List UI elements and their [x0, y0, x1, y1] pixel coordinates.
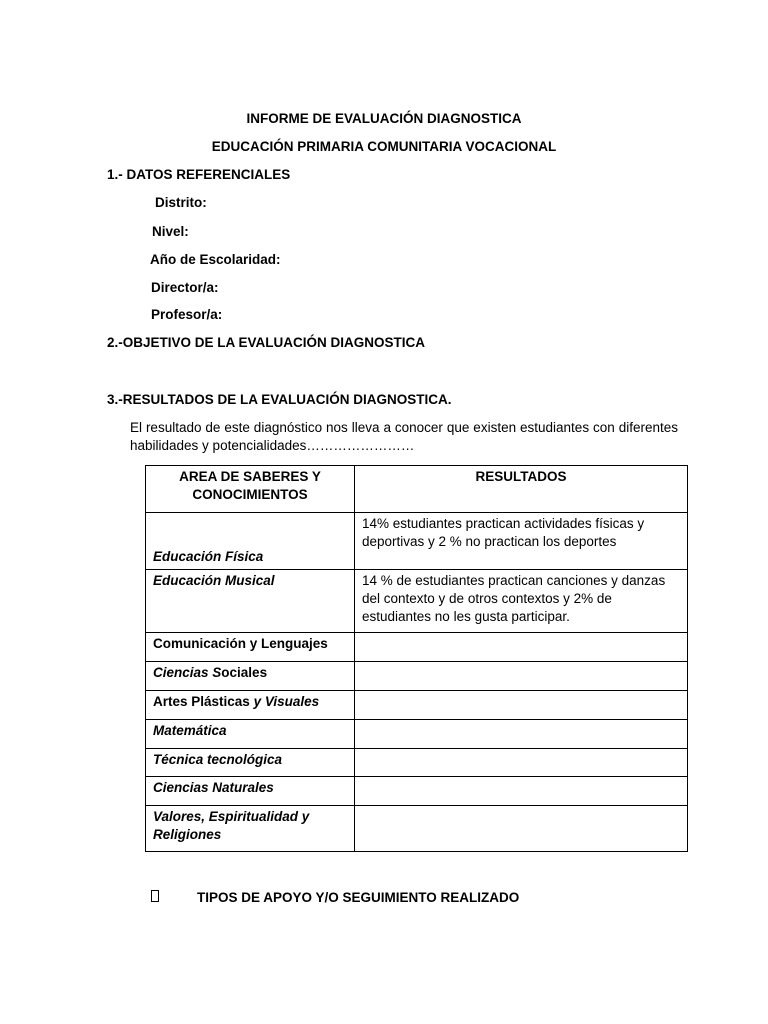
document-subtitle: EDUCACIÓN PRIMARIA COMUNITARIA VOCACIONAL [211, 139, 557, 154]
area-valores-line2: Religiones [153, 827, 222, 842]
area-ciencias-sociales [146, 662, 355, 691]
area-artes-plasticas-b: y Visuales [253, 694, 320, 709]
section-tipos-apoyo: TIPOS DE APOYO Y/O SEGUIMIENTO REALIZADO [197, 890, 520, 905]
table-row [146, 633, 688, 662]
table-row [146, 662, 688, 691]
results-paragraph: El resultado de este diagnóstico nos lleva a conocer que existen estudiantes con diferentes habilidades y potencialidades…………………… [130, 420, 678, 453]
document-title: INFORME DE EVALUACIÓN DIAGNOSTICA [246, 111, 522, 126]
section-resultados: 3.-RESULTADOS DE LA EVALUACIÓN DIAGNOSTICA. [107, 392, 452, 407]
table-header-row [146, 466, 688, 513]
result-matematica [355, 720, 688, 749]
table-row [146, 691, 688, 720]
table-row [146, 570, 688, 633]
result-artes-plasticas [355, 691, 688, 720]
table-row [146, 720, 688, 749]
field-director: Director/a: [151, 280, 219, 295]
header-results: RESULTADOS [355, 466, 688, 513]
missing-glyph-box-icon [151, 890, 159, 905]
result-ciencias-sociales [355, 662, 688, 691]
header-area-line2: CONOCIMIENTOS [192, 487, 308, 502]
table-row [146, 806, 688, 852]
area-matematica: Matemática [146, 720, 355, 749]
section-datos-referenciales: 1.- DATOS REFERENCIALES [107, 167, 291, 182]
area-valores-line1: Valores, Espiritualidad y [153, 809, 310, 824]
area-educacion-fisica: Educación Física [146, 513, 355, 570]
area-ciencias-sociales-a: Ciencias S [153, 665, 222, 680]
field-nivel: Nivel: [152, 224, 189, 239]
header-area-line1: AREA DE SABERES Y [179, 469, 321, 484]
area-artes-plasticas-a: Artes Plásticas [153, 694, 254, 709]
field-profesor: Profesor/a: [151, 307, 223, 322]
table-row [146, 513, 688, 570]
area-comunicacion: Comunicación y Lenguajes [146, 633, 355, 662]
results-table [145, 465, 688, 852]
area-ciencias-naturales: Ciencias Naturales [146, 777, 355, 806]
result-educacion-musical: 14 % de estudiantes practican canciones y danzas del contexto y de otros contextos y 2% de estudiantes no les gusta participar. [355, 570, 688, 633]
table-row [146, 749, 688, 777]
result-ciencias-naturales [355, 777, 688, 806]
area-tecnica-tecnologica: Técnica tecnológica [146, 749, 355, 777]
area-artes-plasticas [146, 691, 355, 720]
area-valores [146, 806, 355, 852]
section-objetivo: 2.-OBJETIVO DE LA EVALUACIÓN DIAGNOSTICA [107, 335, 426, 350]
area-educacion-musical: Educación Musical [146, 570, 355, 633]
table-row [146, 777, 688, 806]
field-distrito: Distrito: [155, 195, 207, 210]
field-anio-escolaridad: Año de Escolaridad: [150, 252, 281, 267]
result-comunicacion [355, 633, 688, 662]
result-valores [355, 806, 688, 852]
result-educacion-fisica: 14% estudiantes practican actividades físicas y deportivas y 2 % no practican los deportes [355, 513, 688, 570]
header-area [146, 466, 355, 513]
result-tecnica-tecnologica [355, 749, 688, 777]
area-ciencias-sociales-b: ociales [221, 665, 268, 680]
